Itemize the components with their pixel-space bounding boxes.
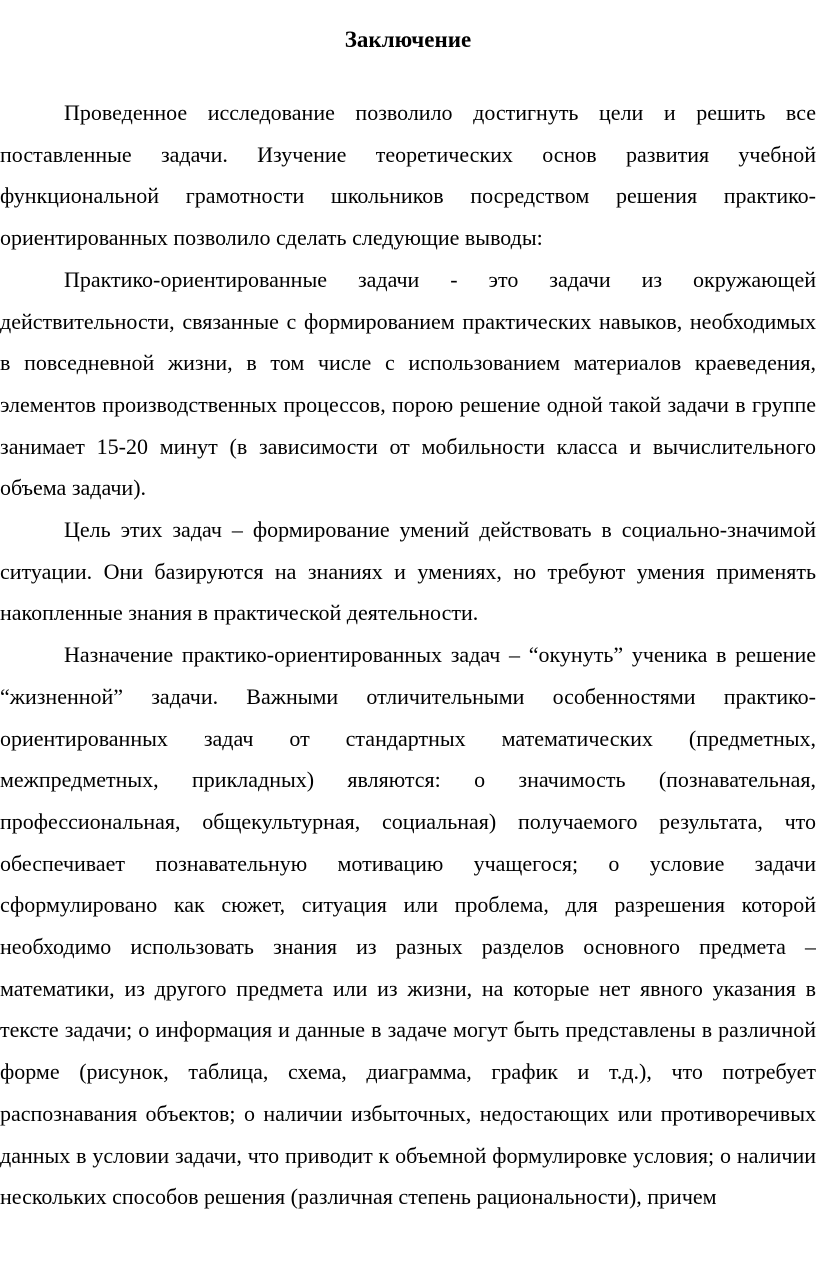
paragraph-goal: Цель этих задач – формирование умений действовать в социально-значимой ситуации. Они базируются на знаниях и умениях, но требуют умения применять накопленные знания в практической деятельности. <box>0 517 816 626</box>
document-title: Заключение <box>344 27 472 52</box>
paragraph-definition: Практико-ориентированные задачи - это задачи из окружающей действительности, связанные с формированием практических навыков, необходимых в повседневной жизни, в том числе с использованием материалов краеведения, элементов производственных процессов, порою решение одной такой задачи в группе занимает 15-20 минут (в зависимости от мобильности класса и вычислительного объема задачи). <box>0 266 816 501</box>
paragraph-conclusion-intro: Проведенное исследование позволило достигнуть цели и решить все поставленные задачи. Изучение теоретических основ развития учебной функциональной грамотности школьников посредством решения практико-ориентированных позволило сделать следующие выводы: <box>0 100 816 251</box>
paragraph-purpose: Назначение практико-ориентированных задач – “окунуть” ученика в решение “жизненной” задачи. Важными отличительными особенностями практико-ориентированных задач от стандартных математических (предметных, межпредметных, прикладных) являются: o значимость (познавательная, профессиональная, общекультурная, социальная) получаемого результата, что обеспечивает познавательную мотивацию учащегося; o условие задачи сформулировано как сюжет, ситуация или проблема, для разрешения которой необходимо использовать знания из разных разделов основного предмета – математики, из другого предмета или из жизни, на которые нет явного указания в тексте задачи; o информация и данные в задаче могут быть представлены в различной форме (рисунок, таблица, схема, диаграмма, график и т.д.), что потребует распознавания объектов; o наличии избыточных, недостающих или противоречивых данных в условии задачи, что приводит к объемной формулировке условия; o наличии нескольких способов решения (различная степень рациональности), причем <box>0 642 816 1210</box>
